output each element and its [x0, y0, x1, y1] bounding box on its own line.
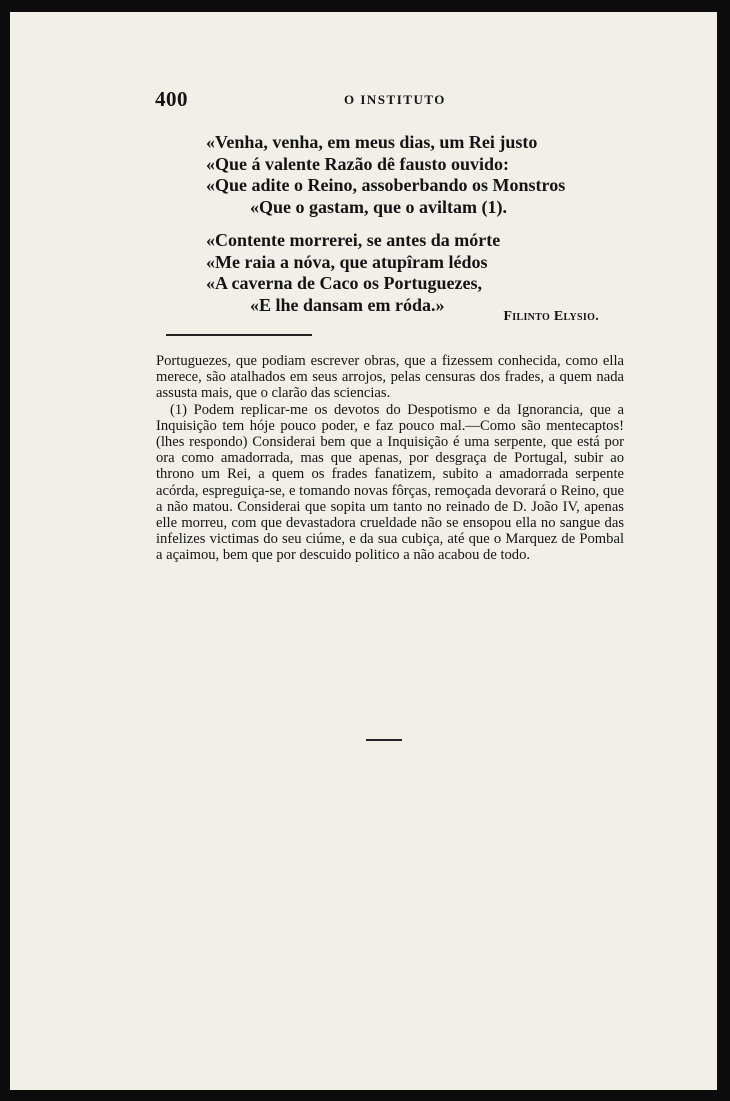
note-continuation: Portuguezes, que podiam escrever obras, que a fizessem conhecida, como ella merece, são atalhados em seus arrojos, pelas censuras dos frades, a quem nada assusta mais, que o clarão das sciencias.: [156, 353, 624, 402]
footnote-separator: [166, 334, 312, 336]
page-header: [10, 87, 717, 117]
running-title: O INSTITUTO: [344, 92, 446, 107]
verse-line: «Me raia a nóva, que atupîram lédos: [206, 251, 488, 272]
verse-line: «Que á valente Razão dê fausto ouvido:: [206, 153, 509, 174]
stanza-2: [206, 230, 626, 316]
end-rule: [366, 739, 402, 741]
verse-line: «A caverna de Caco os Portuguezes,: [206, 273, 482, 293]
page-number: 400: [155, 87, 188, 111]
book-page: [10, 12, 717, 1090]
stanza-1: [206, 132, 626, 218]
verse-line: «Venha, venha, em meus dias, um Rei justo: [206, 132, 538, 152]
verse-line: «Que o gastam, que o aviltam (1).: [250, 196, 507, 217]
verse-line: «Que adite o Reino, assoberbando os Monstros: [206, 175, 566, 195]
poem-signature: Filinto Elysio.: [503, 309, 599, 324]
verse-line: «Contente morrerei, se antes da mórte: [206, 230, 501, 250]
footnote-1: (1) Podem replicar-me os devotos do Despotismo e da Ignorancia, que a Inquisição tem hóje pouco poder, e faz pouco mal.—Como são mentecaptos! (lhes respondo) Considerai bem que a Inquisição é uma serpente, que está por ora como amadorrada, mas que apenas, por desgraça de Portugal, subir ao throno um Rei, a quem os frades fanatizem, subito a amadorrada serpente acórda, espreguiça-se, e tomando novas fôrças, remoçada devorará o Reino, que a não matou. Considerai que sopita um tanto no reinado de D. João IV, apenas elle morreu, com que devastadora crueldade não se ensopou ella no sangue das infelizes victimas do seu ciúme, e da sua cubiça, até que o Marquez de Pombal a açaimou, bem que por descuido politico a não acabou de todo.: [156, 401, 624, 564]
poem: [206, 132, 626, 328]
footnotes: [156, 353, 624, 564]
verse-line: «E lhe dansam em róda.»: [250, 294, 445, 315]
